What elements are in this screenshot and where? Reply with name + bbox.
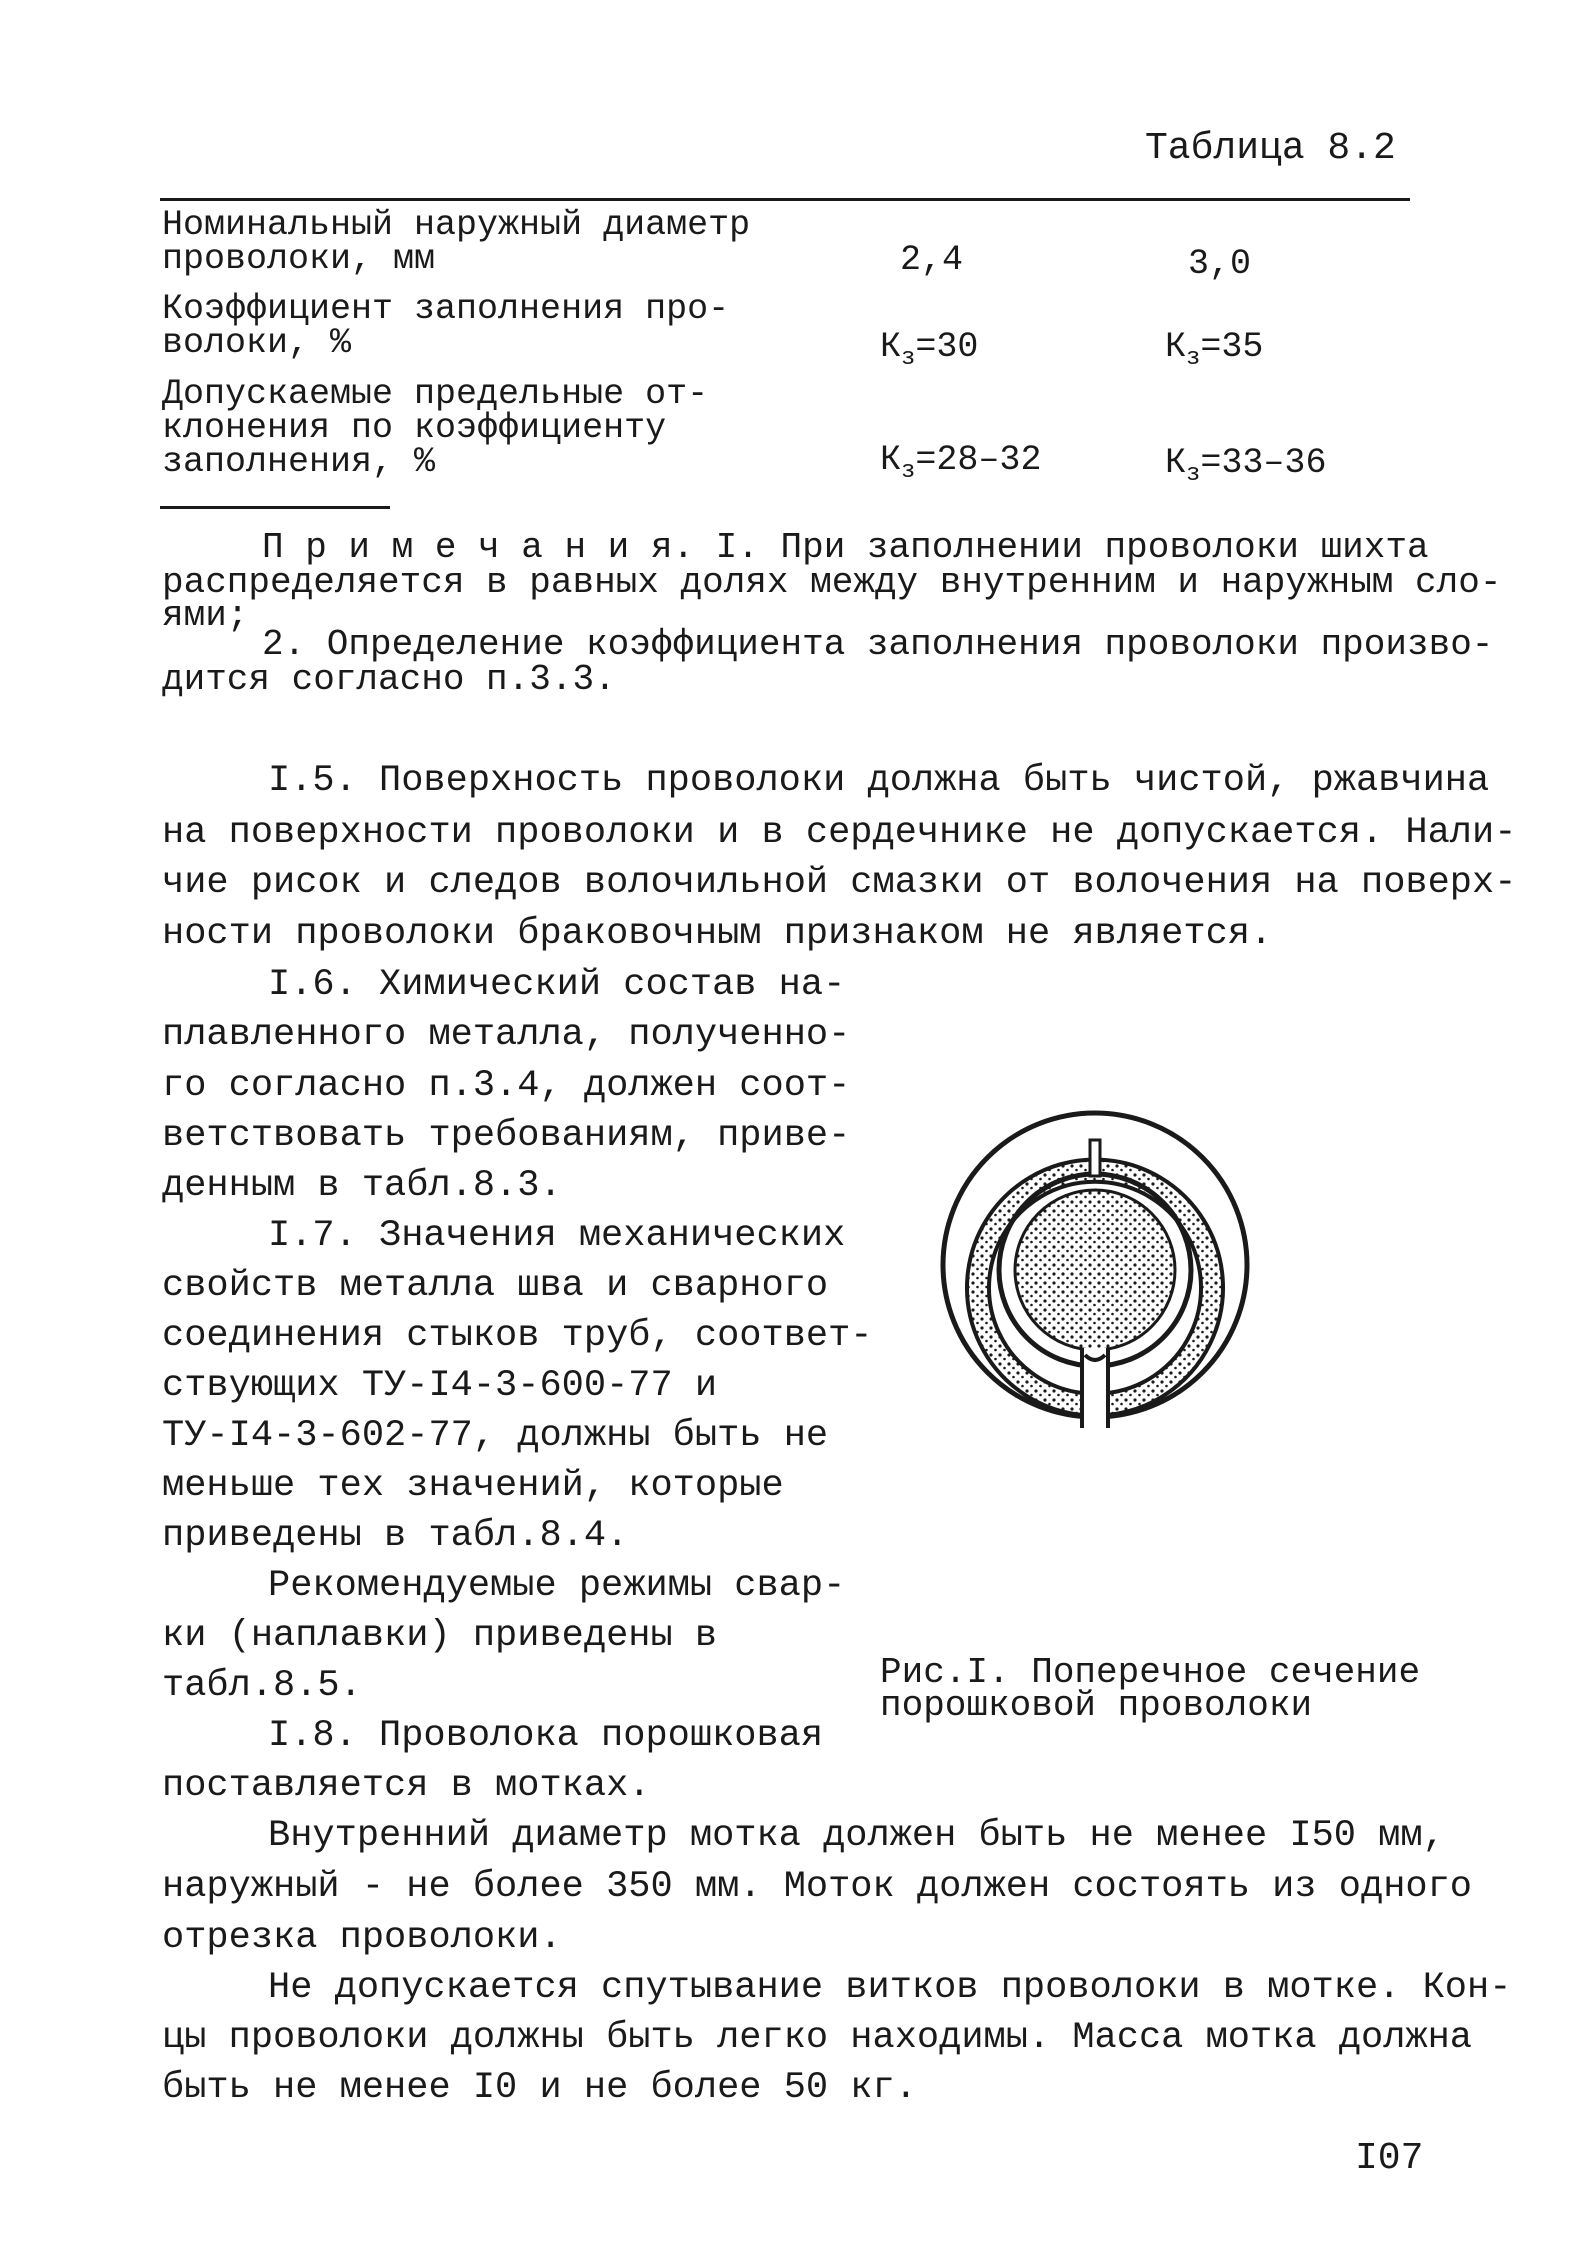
row1-col2-value: 3,0 <box>1188 244 1252 284</box>
k-symbol: К <box>880 440 902 480</box>
p16-line5: денным в табл.8.3. <box>162 1165 562 1207</box>
p15-line4: ности проволоки браковочным признаком не является. <box>162 913 1273 955</box>
p15-line1: I.5. Поверхность проволоки должна быть чистой, ржавчина <box>268 760 1490 802</box>
p18-line2: поставляется в мотках. <box>162 1765 651 1807</box>
row3-col1-value <box>880 440 1042 485</box>
notes-line4: 2. Определение коэффициента заполнения проволоки произво- <box>262 624 1494 665</box>
p15-line3: чие рисок и следов волочильной смазки от волочения на поверх- <box>162 862 1517 904</box>
row3-label-line2: клонения по коэффициенту <box>162 408 667 448</box>
row3-label-line3: заполнения, % <box>162 442 436 482</box>
p-last-line3: быть не менее I0 и не более 50 кг. <box>162 2067 917 2109</box>
p16-line2: плавленного металла, полученно- <box>162 1014 851 1056</box>
p-rec-line1: Рекомендуемые режимы свар- <box>268 1565 846 1607</box>
table-top-rule <box>160 198 1410 201</box>
p-rec-line3: табл.8.5. <box>162 1665 362 1707</box>
notes-line3: ями; <box>162 595 249 636</box>
p16-line1: I.6. Химический состав на- <box>268 964 846 1006</box>
wire-cross-section-figure <box>935 1110 1255 1440</box>
row3-label-line1: Допускаемые предельные от- <box>162 374 709 414</box>
row1-label-line2: проволоки, мм <box>162 239 436 279</box>
row2-label-line1: Коэффициент заполнения про- <box>162 289 730 329</box>
k-subscript: з <box>1186 461 1201 488</box>
p15-line2: на поверхности проволоки и в сердечнике не допускается. Нали- <box>162 812 1517 854</box>
page-number: I07 <box>1355 2137 1424 2180</box>
p18-line1: I.8. Проволока порошковая <box>268 1715 824 1757</box>
p17-line4: ствующих ТУ-I4-3-600-77 и <box>162 1365 718 1407</box>
top-seam <box>1090 1140 1100 1176</box>
k-value: =33–36 <box>1200 443 1327 483</box>
figure-caption-line1: Рис.I. Поперечное сечение <box>880 1652 1421 1693</box>
row2-col2-value <box>1165 327 1264 372</box>
row1-col1-value: 2,4 <box>900 240 964 280</box>
inner-core <box>1015 1190 1175 1350</box>
k-value: =35 <box>1200 327 1264 367</box>
p-inner-line1: Внутренний диаметр мотка должен быть не менее I50 мм, <box>268 1815 1445 1857</box>
k-symbol: К <box>1165 327 1187 367</box>
k-subscript: з <box>901 345 916 372</box>
p17-line7: приведены в табл.8.4. <box>162 1515 629 1557</box>
row3-col2-value <box>1165 443 1327 488</box>
k-value: =30 <box>915 327 979 367</box>
p16-line3: го согласно п.3.4, должен соот- <box>162 1065 851 1107</box>
p17-line3: соединения стыков труб, соответ- <box>162 1315 873 1357</box>
p17-line2: свойств металла шва и сварного <box>162 1265 829 1307</box>
p-last-line1: Не допускается спутывание витков проволоки в мотке. Кон- <box>268 1967 1512 2009</box>
k-subscript: з <box>1186 345 1201 372</box>
row2-label-line2: волоки, % <box>162 323 352 363</box>
k-symbol: К <box>1165 443 1187 483</box>
p16-line4: ветствовать требованиям, приве- <box>162 1115 851 1157</box>
p17-line1: I.7. Значения механических <box>268 1215 846 1257</box>
p17-line5: ТУ-I4-3-602-77, должны быть не <box>162 1415 829 1457</box>
k-value: =28–32 <box>915 440 1042 480</box>
p-inner-line3: отрезка проволоки. <box>162 1917 562 1959</box>
p17-line6: меньше тех значений, которые <box>162 1465 784 1507</box>
p-last-line2: цы проволоки должны быть легко находимы. Масса мотка должна <box>162 2017 1473 2059</box>
table-caption: Таблица 8.2 <box>1145 127 1396 170</box>
p-rec-line2: ки (наплавки) приведены в <box>162 1615 718 1657</box>
table-bottom-rule <box>160 506 390 509</box>
notes-line2: распределяется в равных долях между внутренним и наружным сло- <box>162 562 1502 603</box>
row2-col1-value <box>880 327 979 372</box>
p-inner-line2: наружный - не более 350 мм. Моток должен состоять из одного <box>162 1866 1473 1908</box>
row1-label-line1: Номинальный наружный диаметр <box>162 205 751 245</box>
k-symbol: К <box>880 327 902 367</box>
notes-line5: дится согласно п.3.3. <box>162 659 616 700</box>
notes-line1: П р и м е ч а н и я. I. При заполнении проволоки шихта <box>262 527 1429 568</box>
k-subscript: з <box>901 458 916 485</box>
figure-caption-line2: порошковой проволоки <box>880 1685 1313 1726</box>
